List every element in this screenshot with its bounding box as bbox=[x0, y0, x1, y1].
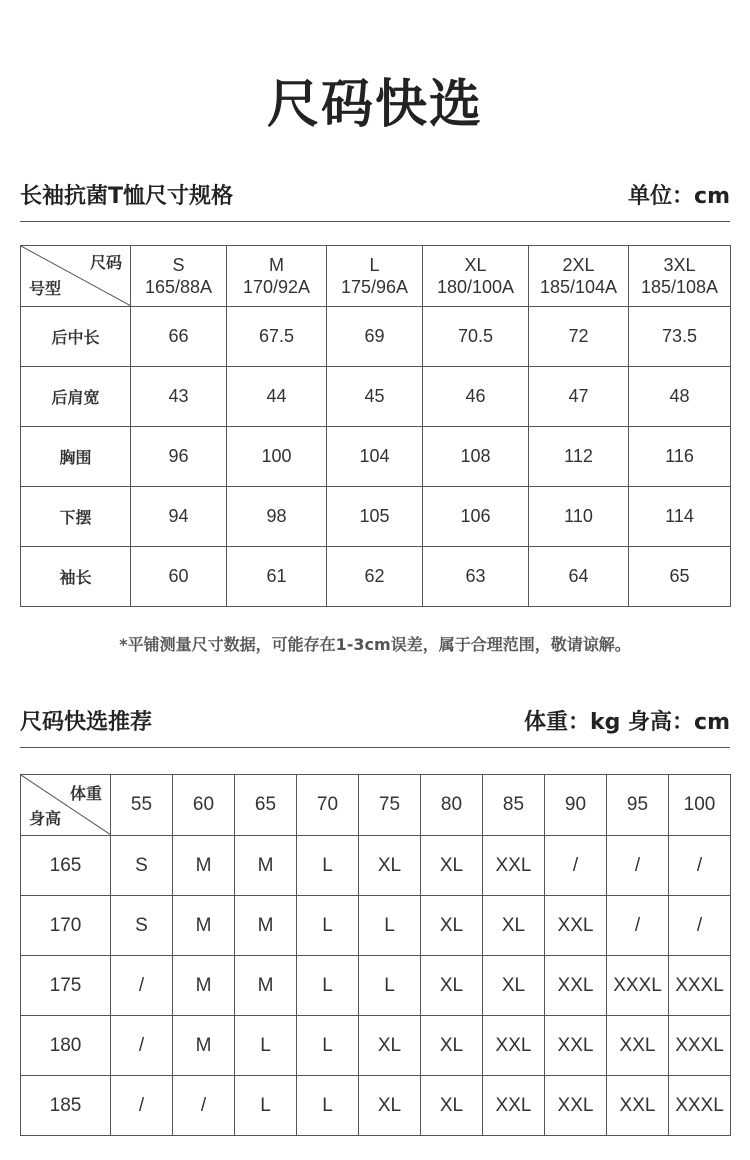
weight-header-cell: 80 bbox=[421, 775, 483, 836]
table-row bbox=[21, 547, 731, 607]
table-row bbox=[21, 367, 731, 427]
table-cell: XXXL bbox=[669, 1016, 731, 1076]
table-cell: 63 bbox=[423, 547, 529, 607]
size-label: 2XL bbox=[562, 255, 595, 275]
table-cell: 72 bbox=[529, 307, 629, 367]
table-cell: M bbox=[235, 836, 297, 896]
corner-bottom-label: 号型 bbox=[29, 279, 62, 298]
size-header-cell bbox=[529, 246, 629, 307]
weight-header-cell: 55 bbox=[111, 775, 173, 836]
table-cell: XXL bbox=[545, 896, 607, 956]
weight-header-cell: 75 bbox=[359, 775, 421, 836]
size-label: 3XL bbox=[663, 255, 696, 275]
table-cell: XXXL bbox=[669, 956, 731, 1016]
table-cell: 44 bbox=[227, 367, 327, 427]
table-header-row bbox=[21, 775, 731, 836]
table-row bbox=[21, 487, 731, 547]
size-label: M bbox=[269, 255, 284, 275]
spec-section-title: 长袖抗菌T恤尺寸规格 bbox=[20, 184, 234, 209]
table-header-row bbox=[21, 246, 731, 307]
table-cell: 108 bbox=[423, 427, 529, 487]
table-cell: 98 bbox=[227, 487, 327, 547]
table-cell: XL bbox=[421, 1016, 483, 1076]
table-cell: S bbox=[111, 896, 173, 956]
table-cell: 45 bbox=[327, 367, 423, 427]
corner-top-label: 体重 bbox=[69, 784, 102, 803]
weight-header-cell: 100 bbox=[669, 775, 731, 836]
table-cell: S bbox=[111, 836, 173, 896]
table-row bbox=[21, 896, 731, 956]
recommend-section-header bbox=[20, 702, 730, 742]
size-spec-table bbox=[20, 245, 731, 607]
table-cell: 100 bbox=[227, 427, 327, 487]
table-cell: L bbox=[359, 896, 421, 956]
table-cell: 67.5 bbox=[227, 307, 327, 367]
recommend-unit-label: 体重：kg 身高：cm bbox=[523, 710, 730, 735]
table-cell: L bbox=[235, 1076, 297, 1136]
size-label: S bbox=[172, 255, 185, 275]
page-title: 尺码快选 bbox=[266, 75, 483, 135]
table-cell: L bbox=[297, 896, 359, 956]
row-label: 后肩宽 bbox=[21, 367, 131, 427]
table-cell: 64 bbox=[529, 547, 629, 607]
row-label: 下摆 bbox=[21, 487, 131, 547]
table-cell: XXL bbox=[483, 1076, 545, 1136]
table-cell: L bbox=[297, 1016, 359, 1076]
weight-header-cell: 90 bbox=[545, 775, 607, 836]
table-cell: 94 bbox=[131, 487, 227, 547]
table-cell: 106 bbox=[423, 487, 529, 547]
table-cell: XXXL bbox=[669, 1076, 731, 1136]
row-label: 袖长 bbox=[21, 547, 131, 607]
table-cell: 104 bbox=[327, 427, 423, 487]
table-cell: 69 bbox=[327, 307, 423, 367]
table-cell: 116 bbox=[629, 427, 731, 487]
table-row bbox=[21, 307, 731, 367]
corner-bottom-label: 身高 bbox=[29, 809, 62, 828]
table-cell: / bbox=[607, 896, 669, 956]
weight-header-cell: 95 bbox=[607, 775, 669, 836]
table-cell: XL bbox=[483, 896, 545, 956]
table-cell: M bbox=[235, 956, 297, 1016]
recommend-section-title: 尺码快选推荐 bbox=[20, 710, 153, 735]
table-cell: / bbox=[607, 836, 669, 896]
table-cell: XXXL bbox=[607, 956, 669, 1016]
size-code: 185/104A bbox=[539, 277, 618, 297]
size-label: L bbox=[369, 255, 380, 275]
table-cell: 112 bbox=[529, 427, 629, 487]
height-label: 165 bbox=[21, 836, 111, 896]
table-cell: M bbox=[173, 956, 235, 1016]
table-cell: / bbox=[173, 1076, 235, 1136]
table-row bbox=[21, 836, 731, 896]
height-label: 170 bbox=[21, 896, 111, 956]
table-cell: XL bbox=[421, 896, 483, 956]
table-cell: XL bbox=[359, 1016, 421, 1076]
table-cell: / bbox=[669, 896, 731, 956]
table-row bbox=[21, 427, 731, 487]
height-label: 185 bbox=[21, 1076, 111, 1136]
table-cell: XXL bbox=[483, 836, 545, 896]
weight-header-cell: 65 bbox=[235, 775, 297, 836]
table-cell: 47 bbox=[529, 367, 629, 427]
row-label: 胸围 bbox=[21, 427, 131, 487]
table-cell: XXL bbox=[607, 1076, 669, 1136]
table-cell: / bbox=[545, 836, 607, 896]
size-code: 170/92A bbox=[242, 277, 311, 297]
table-cell: / bbox=[111, 956, 173, 1016]
table-cell: 70.5 bbox=[423, 307, 529, 367]
measurement-note: *平铺测量尺寸数据，可能存在1-3cm误差，属于合理范围，敬请谅解。 bbox=[119, 635, 631, 654]
table-cell: 66 bbox=[131, 307, 227, 367]
table-cell: M bbox=[173, 896, 235, 956]
table-row bbox=[21, 1016, 731, 1076]
weight-header-cell: 60 bbox=[173, 775, 235, 836]
table-cell: 60 bbox=[131, 547, 227, 607]
table-cell: XXL bbox=[545, 1076, 607, 1136]
size-header-cell bbox=[227, 246, 327, 307]
table-cell: XXL bbox=[483, 1016, 545, 1076]
table-cell: 105 bbox=[327, 487, 423, 547]
table-cell: XXL bbox=[607, 1016, 669, 1076]
table-cell: XL bbox=[359, 836, 421, 896]
table-cell: 73.5 bbox=[629, 307, 731, 367]
size-header-cell bbox=[327, 246, 423, 307]
size-code: 180/100A bbox=[436, 277, 515, 297]
table-cell: XXL bbox=[545, 956, 607, 1016]
spec-section-header bbox=[20, 176, 730, 216]
corner-top-label: 尺码 bbox=[89, 253, 122, 272]
table-cell: XXL bbox=[545, 1016, 607, 1076]
table-row bbox=[21, 956, 731, 1016]
table-cell: 114 bbox=[629, 487, 731, 547]
table-cell: XL bbox=[421, 1076, 483, 1136]
row-label: 后中长 bbox=[21, 307, 131, 367]
table-cell: 65 bbox=[629, 547, 731, 607]
table-cell: 61 bbox=[227, 547, 327, 607]
table-cell: 96 bbox=[131, 427, 227, 487]
divider bbox=[20, 747, 730, 748]
table-cell: XL bbox=[483, 956, 545, 1016]
table-cell: 43 bbox=[131, 367, 227, 427]
weight-header-cell: 85 bbox=[483, 775, 545, 836]
size-code: 185/108A bbox=[640, 277, 719, 297]
table-cell: 110 bbox=[529, 487, 629, 547]
table-cell: 62 bbox=[327, 547, 423, 607]
table-cell: L bbox=[297, 956, 359, 1016]
table-row bbox=[21, 1076, 731, 1136]
corner-cell bbox=[21, 775, 111, 836]
divider bbox=[20, 221, 730, 222]
spec-unit-label: 单位：cm bbox=[628, 184, 730, 209]
table-cell: M bbox=[173, 836, 235, 896]
table-cell: / bbox=[111, 1076, 173, 1136]
size-recommend-table bbox=[20, 774, 731, 1136]
table-cell: / bbox=[669, 836, 731, 896]
weight-header-cell: 70 bbox=[297, 775, 359, 836]
table-cell: L bbox=[235, 1016, 297, 1076]
height-label: 180 bbox=[21, 1016, 111, 1076]
height-label: 175 bbox=[21, 956, 111, 1016]
table-cell: / bbox=[111, 1016, 173, 1076]
corner-cell bbox=[21, 246, 131, 307]
size-label: XL bbox=[464, 255, 487, 275]
table-cell: XL bbox=[359, 1076, 421, 1136]
table-cell: 46 bbox=[423, 367, 529, 427]
size-header-cell bbox=[131, 246, 227, 307]
table-cell: L bbox=[297, 836, 359, 896]
size-code: 175/96A bbox=[340, 277, 409, 297]
size-code: 165/88A bbox=[144, 277, 213, 297]
table-cell: L bbox=[297, 1076, 359, 1136]
table-cell: 48 bbox=[629, 367, 731, 427]
size-header-cell bbox=[423, 246, 529, 307]
table-cell: M bbox=[235, 896, 297, 956]
table-cell: XL bbox=[421, 956, 483, 1016]
table-cell: L bbox=[359, 956, 421, 1016]
size-header-cell bbox=[629, 246, 731, 307]
table-cell: XL bbox=[421, 836, 483, 896]
table-cell: M bbox=[173, 1016, 235, 1076]
